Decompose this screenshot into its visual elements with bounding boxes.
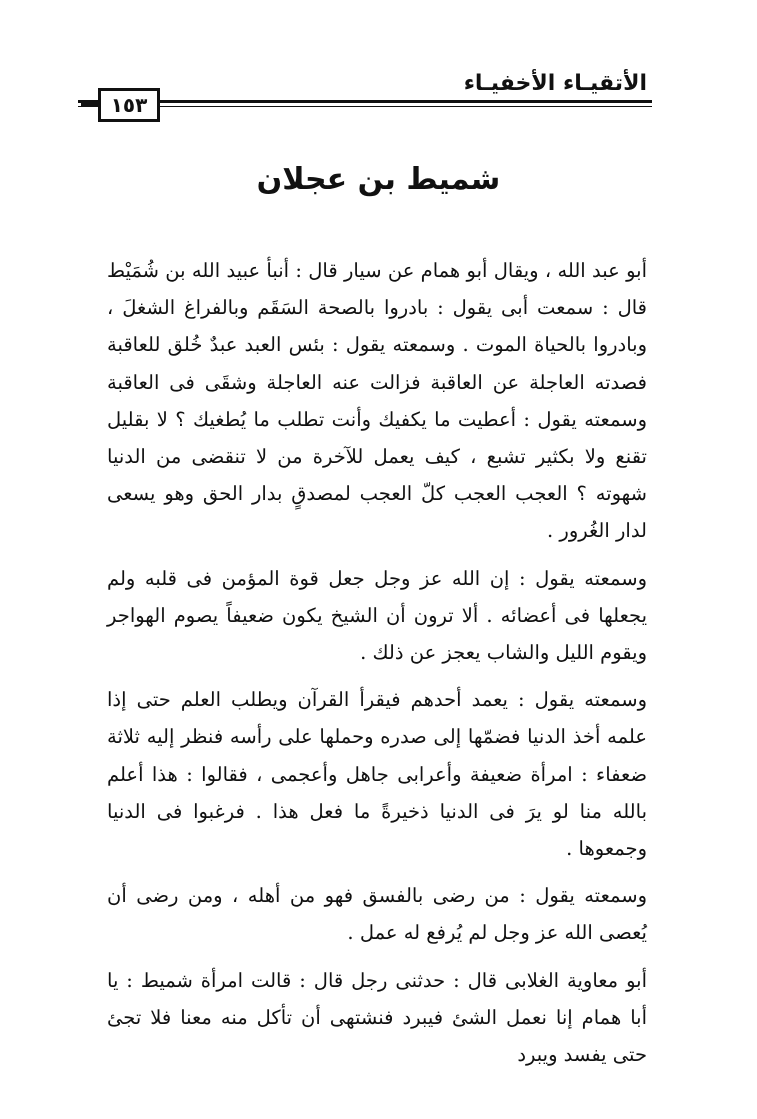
paragraph-1: أبو عبد الله ، ويقال أبو همام عن سيار قال : أنبأ عبيد الله بن شُمَيْط قال : سمعت أبى يقول : بادروا بالصحة السَقَم وبالفراغ الشغلَ ، وبادروا بالحياة الموت . وسمعته يقول : بئس العبد عبدٌ خُلق للعاقبة فصدته العاجلة عن العاقبة فزالت عنه العاجلة وشقَى فى العاقبة وسمعته يقول : أعطيت ما يكفيك وأنت تطلب ما يُطغيك ؟ لا بقليل تقنع ولا بكثير تشبع ، كيف يعمل للآخرة من لا تنقضى من الدنيا شهوته ؟ العجب العجب كلّ العجب لمصدقٍ بدار الحق وهو يسعى لدار الغُرور . — [107, 259, 647, 543]
paragraph-5: أبو معاوية الغلابى قال : حدثنى رجل قال : قالت امرأة شميط : يا أبا همام إنا نعمل الشئ فيبرد فنشتهى أن تأكل منه معنا فلا تجئ حتى يفسد ويبرد — [107, 968, 647, 1067]
paragraph-3: وسمعته يقول : يعمد أحدهم فيقرأ القرآن ويطلب العلم حتى إذا علمه أخذ الدنيا فضمّها إلى صدره وحملها على رأسه فنظر إليه ثلاثة ضعفاء : امرأة ضعيفة وأعرابى جاهل وأعجمى ، فقالوا : هذا أعلم بالله منا لو يرَ فى الدنيا ذخيرةً ما فعل هذا . فرغبوا فى الدنيا وجمعوها . — [107, 688, 647, 861]
chapter-title: شميط بن عجلان — [256, 162, 501, 197]
page-number: ١٥٣ — [98, 88, 160, 122]
body-text — [107, 252, 647, 1083]
header-rule-thin — [78, 106, 652, 107]
paragraph-2: وسمعته يقول : إن الله عز وجل جعل قوة المؤمن فى قلبه ولم يجعلها فى أعضائه . ألا ترون أن الشيخ يكون ضعيفاً يصوم الهواجر ويقوم الليل والشاب يعجز عن ذلك . — [107, 566, 647, 665]
paragraph-4: وسمعته يقول : من رضى بالفسق فهو من أهله ، ومن رضى أن يُعصى الله عز وجل لم يُرفع له عمل . — [107, 884, 647, 945]
header-rule-thick — [78, 100, 652, 103]
running-header-title: الأتقيـاء الأخفيـاء — [463, 71, 647, 96]
